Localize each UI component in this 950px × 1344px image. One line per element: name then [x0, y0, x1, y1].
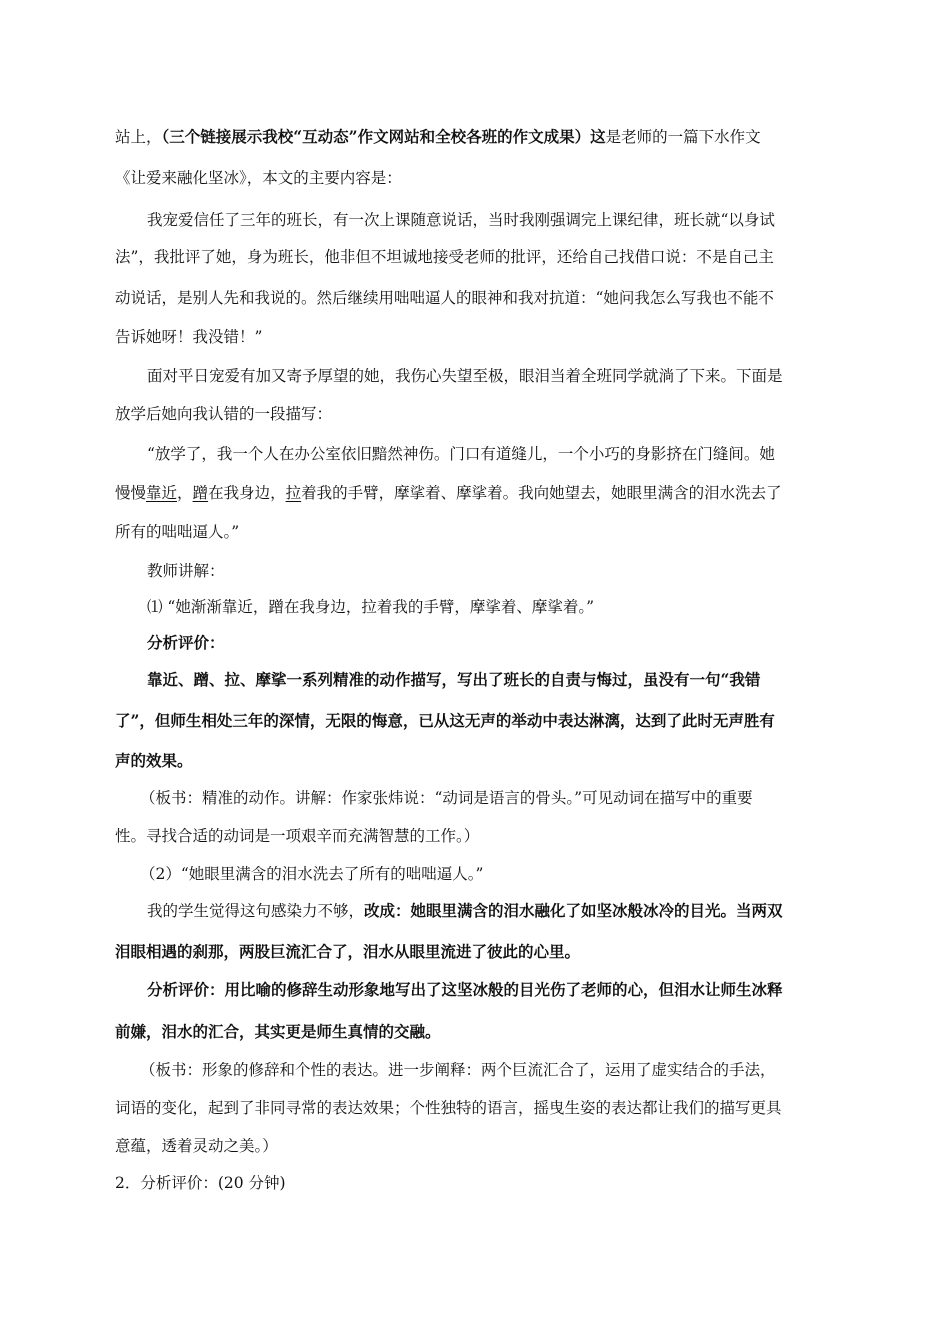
bold-paragraph-line: 泪眼相遇的刹那，两股巨流汇合了，泪水从眼里流进了彼此的心里。 [115, 942, 581, 961]
underlined-word: 靠近 [146, 484, 178, 502]
section-label: 分析评价： [147, 633, 225, 652]
bold-paragraph-line: 前嫌，泪水的汇合，其实更是师生真情的交融。 [115, 1022, 441, 1041]
quote-line: “放学了，我一个人在办公室依旧黯然神伤。门口有道缝儿，一个小巧的身影挤在门缝间。她 [147, 445, 775, 463]
section-heading: 2．分析评价：(20 分钟) [115, 1174, 286, 1192]
paragraph-line: 法”，我批评了她，身为班长，他非但不坦诚地接受老师的批评，还给自己找借口说：不是自己主 [115, 248, 774, 266]
paragraph-line: 放学后她向我认错的一段描写： [115, 405, 333, 423]
paragraph-line: 面对平日宠爱有加又寄予厚望的她，我伤心失望至极，眼泪当着全班同学就淌了下来。下面是 [147, 367, 783, 385]
section-label: 教师讲解： [147, 562, 225, 580]
underlined-word: 蹭 [192, 484, 209, 502]
bold-run: （三个链接展示我校“互动态”作文网站和全校各班的作文成果）这 [161, 127, 606, 146]
text-run: 站上， [115, 128, 162, 146]
paragraph-line: （板书：形象的修辞和个性的表达。进一步阐释：两个巨流汇合了，运用了虚实结合的手法， [140, 1061, 776, 1079]
text-line: 《让爱来融化坚冰》，本文的主要内容是： [115, 169, 402, 187]
paragraph-line: 告诉她呀！我没错！” [115, 328, 263, 346]
paragraph-line [147, 901, 840, 921]
underlined-word: 拉 [285, 484, 302, 502]
paragraph-line: 动说话，是别人先和我说的。然后继续用咄咄逼人的眼神和我对抗道：“她问我怎么写我也不能不 [115, 289, 774, 307]
bold-paragraph-line: 分析评价：用比喻的修辞生动形象地写出了这坚冰般的目光伤了老师的心，但泪水让师生冰释 [147, 980, 783, 999]
text-run: 慢慢 [115, 484, 147, 502]
quote-line: 所有的咄咄逼人。” [115, 523, 240, 541]
quote-line [115, 483, 840, 503]
paragraph-line: 性。寻找合适的动词是一项艰辛而充满智慧的工作。） [115, 827, 480, 845]
text-run: ， [177, 484, 193, 502]
bold-run: 改成：她眼里满含的泪水融化了如坚冰般冰冷的目光。当两双 [364, 901, 783, 920]
text-run: 在我身边， [208, 484, 286, 502]
paragraph-line: 我宠爱信任了三年的班长，有一次上课随意说话，当时我刚强调完上课纪律，班长就“以身试 [147, 211, 775, 229]
bold-paragraph-line: 声的效果。 [115, 751, 193, 770]
list-item: （2）“她眼里满含的泪水洗去了所有的咄咄逼人。” [140, 865, 484, 883]
text-run: 着我的手臂，摩挲着、摩挲着。我向她望去，她眼里满含的泪水洗去了 [301, 484, 782, 502]
bold-paragraph-line: 了”，但师生相处三年的深情，无限的悔意，已从这无声的举动中表达淋漓，达到了此时无声胜有 [115, 711, 775, 730]
text-run: 是老师的一篇下水作文 [605, 128, 761, 146]
list-item: ⑴ “她渐渐靠近，蹭在我身边，拉着我的手臂，摩挲着、摩挲着。” [147, 598, 595, 616]
text-run: 我的学生觉得这句感染力不够， [147, 902, 365, 920]
paragraph-line: （板书：精准的动作。讲解：作家张炜说：“动词是语言的骨头。”可见动词在描写中的重要 [140, 789, 753, 807]
paragraph-line: 词语的变化，起到了非同寻常的表达效果；个性独特的语言，摇曳生姿的表达都让我们的描写更具 [115, 1099, 782, 1117]
paragraph-line: 意蕴，透着灵动之美。） [115, 1137, 278, 1155]
bold-paragraph-line: 靠近、蹭、拉、摩挲一系列精准的动作描写，写出了班长的自责与悔过，虽没有一句“我错 [147, 670, 761, 689]
text-line [115, 127, 840, 147]
